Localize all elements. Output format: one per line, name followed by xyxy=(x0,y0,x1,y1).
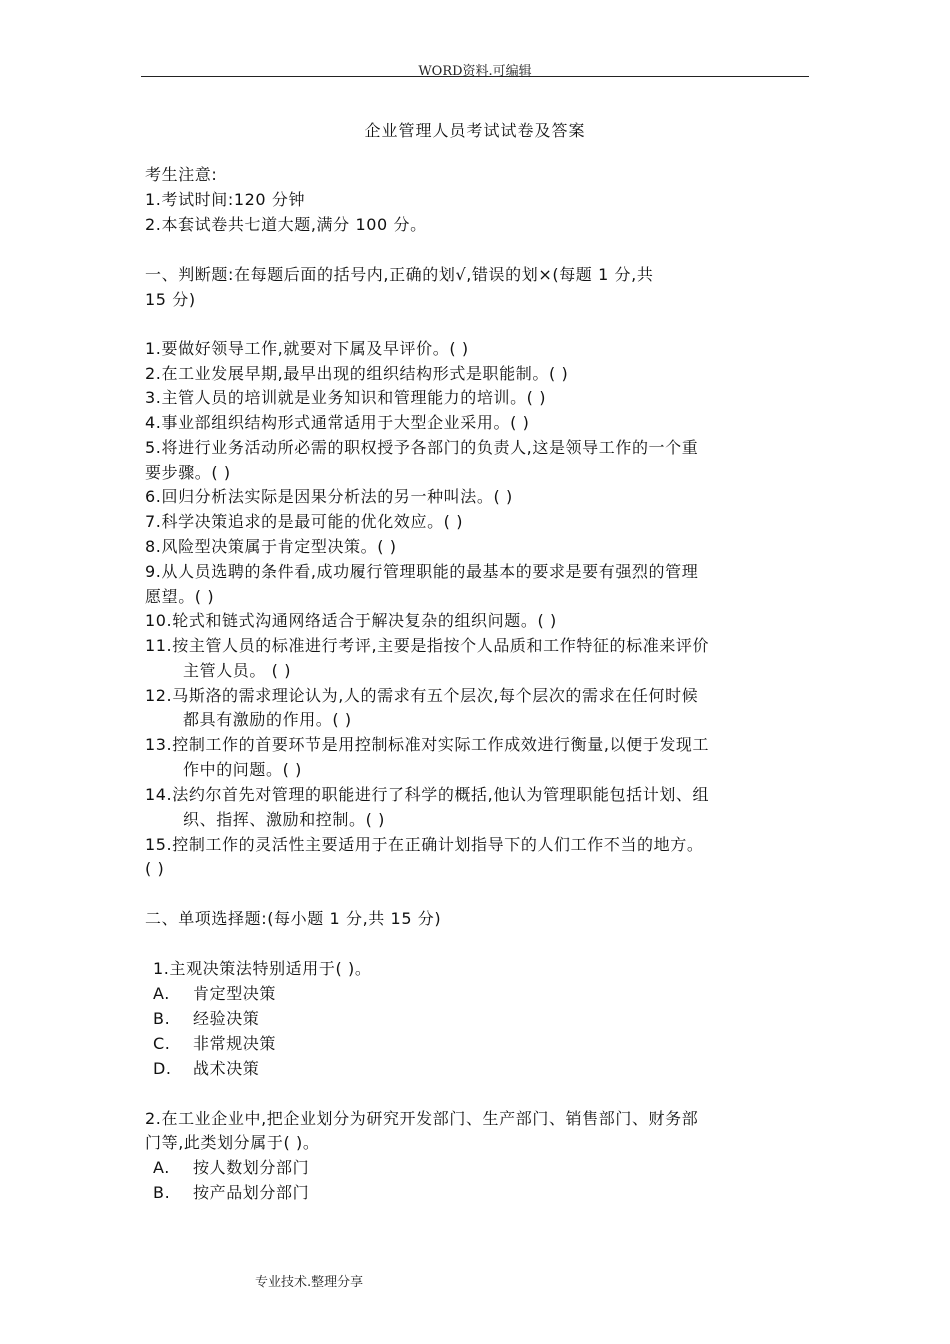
question-15-cont: ( ) xyxy=(145,859,165,878)
option-text: 按人数划分部门 xyxy=(193,1158,310,1177)
question-14-cont: 织、指挥、激励和控制。( ) xyxy=(183,810,385,829)
notice-heading: 考生注意: xyxy=(145,165,218,184)
question-8: 8.风险型决策属于肯定型决策。( ) xyxy=(145,537,397,556)
document-title: 企业管理人员考试试卷及答案 xyxy=(364,121,586,140)
option-a xyxy=(153,982,276,1006)
question-12: 12.马斯洛的需求理论认为,人的需求有五个层次,每个层次的需求在任何时候 xyxy=(145,686,699,705)
option-letter: D. xyxy=(153,1059,172,1078)
option-text: 非常规决策 xyxy=(193,1034,277,1053)
section-heading: 二、单项选择题:(每小题 1 分,共 15 分) xyxy=(145,909,442,928)
question-10: 10.轮式和链式沟通网络适合于解决复杂的组织问题。( ) xyxy=(145,611,557,630)
option-d xyxy=(153,1057,259,1081)
option-letter: B. xyxy=(153,1009,171,1028)
option-text: 肯定型决策 xyxy=(193,984,277,1003)
option-b xyxy=(153,1181,309,1205)
header-text: WORD资料.可编辑 xyxy=(418,64,532,79)
question-3: 3.主管人员的培训就是业务知识和管理能力的培训。( ) xyxy=(145,388,547,407)
question-11: 11.按主管人员的标准进行考评,主要是指按个人品质和工作特征的标准来评价 xyxy=(145,636,710,655)
mc-question-1: 1.主观决策法特别适用于( )。 xyxy=(153,959,372,978)
option-text: 按产品划分部门 xyxy=(193,1183,310,1202)
question-11-cont: 主管人员。 ( ) xyxy=(183,661,292,680)
option-letter: A. xyxy=(153,1158,170,1177)
option-letter: C. xyxy=(153,1034,171,1053)
question-15: 15.控制工作的灵活性主要适用于在正确计划指导下的人们工作不当的地方。 xyxy=(145,835,704,854)
question-1: 1.要做好领导工作,就要对下属及早评价。( ) xyxy=(145,339,469,358)
question-6: 6.回归分析法实际是因果分析法的另一种叫法。( ) xyxy=(145,487,513,506)
mc-question-2: 2.在工业企业中,把企业划分为研究开发部门、生产部门、销售部门、财务部 xyxy=(145,1109,699,1128)
section-heading: 一、判断题:在每题后面的括号内,正确的划√,错误的划×(每题 1 分,共 xyxy=(145,265,654,284)
question-14: 14.法约尔首先对管理的职能进行了科学的概括,他认为管理职能包括计划、组 xyxy=(145,785,710,804)
option-c xyxy=(153,1032,276,1056)
notice-item: 1.考试时间:120 分钟 xyxy=(145,190,306,209)
question-12-cont: 都具有激励的作用。( ) xyxy=(183,710,352,729)
section-heading-cont: 15 分) xyxy=(145,290,196,309)
mc-question-2-cont: 门等,此类划分属于( )。 xyxy=(145,1133,320,1152)
question-7: 7.科学决策追求的是最可能的优化效应。( ) xyxy=(145,512,464,531)
option-letter: A. xyxy=(153,984,170,1003)
notice-item: 2.本套试卷共七道大题,满分 100 分。 xyxy=(145,215,427,234)
question-9: 9.从人员选聘的条件看,成功履行管理职能的最基本的要求是要有强烈的管理 xyxy=(145,562,699,581)
option-a xyxy=(153,1156,309,1180)
question-13-cont: 作中的问题。( ) xyxy=(183,760,302,779)
question-4: 4.事业部组织结构形式通常适用于大型企业采用。( ) xyxy=(145,413,530,432)
option-text: 经验决策 xyxy=(193,1009,260,1028)
question-5-cont: 要步骤。( ) xyxy=(145,463,231,482)
option-text: 战术决策 xyxy=(193,1059,260,1078)
option-letter: B. xyxy=(153,1183,171,1202)
question-5: 5.将进行业务活动所必需的职权授予各部门的负责人,这是领导工作的一个重 xyxy=(145,438,699,457)
page-footer: 专业技术.整理分享 xyxy=(255,1275,364,1290)
header-divider xyxy=(141,76,809,77)
question-13: 13.控制工作的首要环节是用控制标准对实际工作成效进行衡量,以便于发现工 xyxy=(145,735,710,754)
question-2: 2.在工业发展早期,最早出现的组织结构形式是职能制。( ) xyxy=(145,364,569,383)
question-9-cont: 愿望。( ) xyxy=(145,587,215,606)
option-b xyxy=(153,1007,259,1031)
